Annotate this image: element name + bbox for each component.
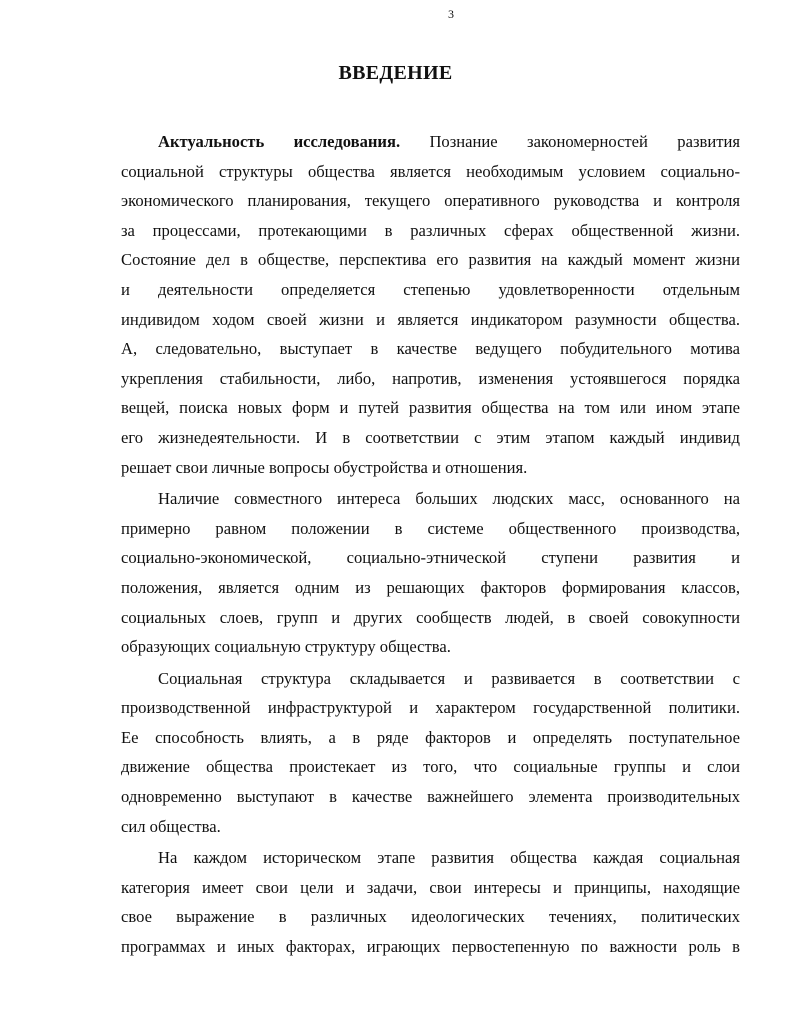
page-number: 3 xyxy=(448,7,454,21)
text-line: категория имеет свои цели и задачи, свои интересы и принципы, находящие xyxy=(121,877,740,897)
text-word: развития xyxy=(677,132,740,151)
text-line: Состояние дел в обществе, перспектива его развития на каждый момент жизни xyxy=(121,250,740,270)
text-line: экономического планирования, текущего оперативного руководства и контроля xyxy=(121,191,740,211)
document-body xyxy=(121,127,740,964)
text-line: образующих социальную структуру общества. xyxy=(121,637,451,657)
text-line: решает свои личные вопросы обустройства и отношения. xyxy=(121,457,528,477)
text-line: индивидом ходом своей жизни и является индикатором разумности общества. xyxy=(121,309,740,329)
text-line: укрепления стабильности, либо, напротив, изменения устоявшегося порядка xyxy=(121,368,740,388)
text-line: социально-экономической, социально-этнической ступени развития и xyxy=(121,548,740,568)
text-line xyxy=(121,127,740,157)
lead-heading: исследования. xyxy=(293,132,401,151)
text-line: социальной структуры общества является необходимым условием социально- xyxy=(121,161,740,181)
text-word: закономерностей xyxy=(527,132,648,151)
lead-heading: Актуальность xyxy=(158,132,265,151)
text-line: одновременно выступают в качестве важнейшего элемента производительных xyxy=(121,787,740,807)
text-line: сил общества. xyxy=(121,816,221,836)
paragraph-relevance xyxy=(121,127,740,482)
text-line: социальных слоев, групп и других сообществ людей, в своей совокупности xyxy=(121,607,740,627)
text-line: движение общества проистекает из того, что социальные группы и слои xyxy=(121,757,740,777)
text-line: его жизнедеятельности. И в соответствии с этим этапом каждый индивид xyxy=(121,427,740,447)
text-line: свое выражение в различных идеологических течениях, политических xyxy=(121,907,740,927)
text-line: На каждом историческом этапе развития общества каждая социальная xyxy=(158,848,740,868)
section-title: ВВЕДЕНИЕ xyxy=(338,62,453,84)
text-line: и деятельности определяется степенью удовлетворенности отдельным xyxy=(121,279,740,299)
paragraph xyxy=(121,664,740,842)
text-line: положения, является одним из решающих факторов формирования классов, xyxy=(121,577,740,597)
text-line: Наличие совместного интереса больших людских масс, основанного на xyxy=(158,489,740,509)
text-line: за процессами, протекающими в различных сферах общественной жизни. xyxy=(121,220,740,240)
text-line: примерно равном положении в системе общественного производства, xyxy=(121,518,740,538)
paragraph xyxy=(121,484,740,662)
text-line: программах и иных факторах, играющих первостепенную по важности роль в xyxy=(121,937,740,957)
paragraph xyxy=(121,843,740,961)
text-line: производственной инфраструктурой и характером государственной политики. xyxy=(121,698,740,718)
text-word: Познание xyxy=(429,132,498,151)
text-line: А, следовательно, выступает в качестве ведущего побудительного мотива xyxy=(121,339,740,359)
text-line: Социальная структура складывается и развивается в соответствии с xyxy=(158,668,740,688)
text-line: вещей, поиска новых форм и путей развития общества на том или ином этапе xyxy=(121,398,740,418)
text-line: Ее способность влиять, а в ряде факторов и определять поступательное xyxy=(121,727,740,747)
